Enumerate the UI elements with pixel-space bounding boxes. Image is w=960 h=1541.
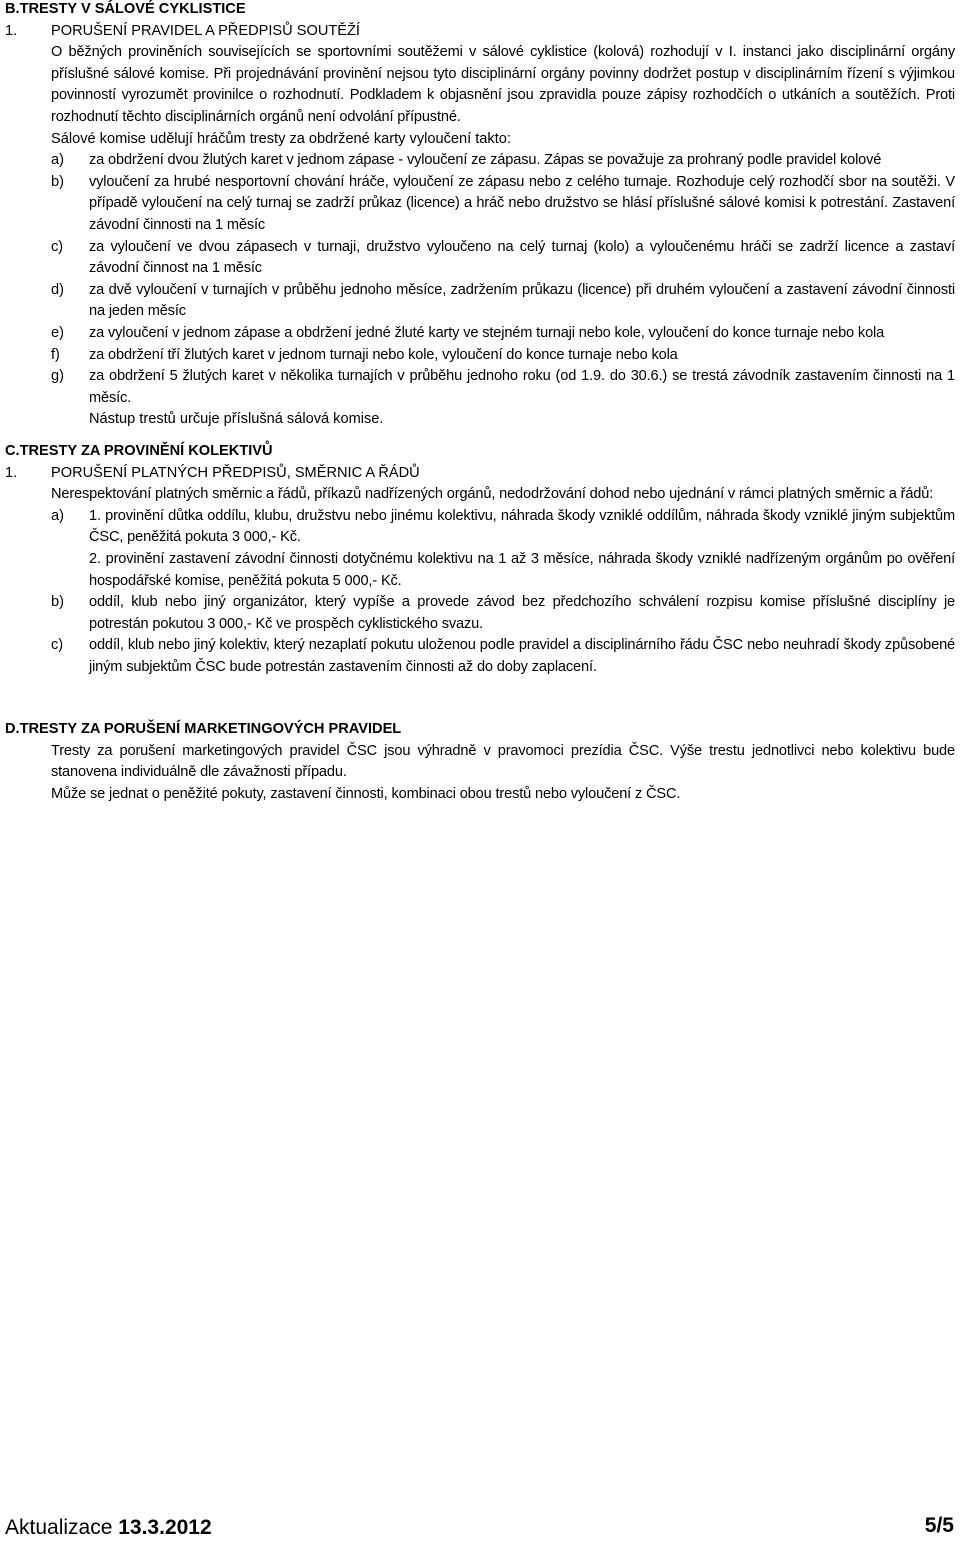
list-item [5, 150, 955, 172]
list-item [5, 280, 955, 323]
subheading-title: PORUŠENÍ PRAVIDEL A PŘEDPISŮ SOUTĚŽÍ [51, 22, 360, 39]
list-marker: a) [51, 152, 64, 169]
section-d-paragraph-1: Tresty za porušení marketingových pravidel ČSC jsou výhradně v pravomoci prezídia ČSC. Výše trestu jednotlivci nebo kolektivu bude stanovena individuálně dle závažnosti případu. [51, 742, 955, 781]
list-item [5, 366, 955, 409]
list-marker: a) [51, 507, 64, 524]
list-text: za vyloučení v jednom zápase a obdržení jedné žluté karty ve stejném turnaji nebo kole, vyloučení do konce turnaje nebo kola [89, 324, 885, 341]
list-subitem-text: 2. provinění zastavení závodní činnosti dotyčnému kolektivu na 1 až 3 měsíce, náhrada škody vzniklé nadřízeným orgánům po ověření hospodářské komise, peněžitá pokuta 5 000,- Kč. [89, 550, 955, 589]
subheading-number: 1. [5, 22, 18, 39]
list-text: oddíl, klub nebo jiný organizátor, který vypíše a provede závod bez předchozího schválení rozpisu komise příslušné disciplíny je potrestán pokutou 3 000,- Kč ve prospěch cyklistického svazu. [89, 594, 955, 632]
list-item [5, 345, 955, 367]
footer-page-number: 5/5 [924, 1514, 954, 1537]
section-d [5, 719, 955, 805]
list-text: za obdržení tří žlutých karet v jednom turnaji nebo kole, vyloučení do konce turnaje nebo kola [89, 346, 678, 363]
list-item [5, 635, 955, 678]
list-item [5, 506, 955, 549]
list-item [5, 323, 955, 345]
list-text: oddíl, klub nebo jiný kolektiv, který nezaplatí pokutu uloženou podle pravidel a disciplinárního řádu ČSC nebo neuhradí škody způsobené jiným subjektům ČSC bude potrestán zastavením činnosti až do doby zaplacení. [89, 637, 955, 675]
list-marker: c) [51, 238, 64, 255]
list-marker: b) [51, 173, 64, 190]
list-text: za obdržení dvou žlutých karet v jednom zápase - vyloučení ze zápasu. Zápas se považuje za prohraný podle pravidel kolové [89, 152, 882, 169]
section-b-intro: O běžných proviněních souvisejících se sportovními soutěžemi v sálové cyklistice (kolová) rozhodují v I. instanci jako disciplinární orgány příslušné sálové komise. Při projednávání provinění nejsou tyto disciplinární orgány povinny dodržet postup v disciplinárním řízení s výjimkou povinností vyrozumět provinilce o rozhodnutí. Podkladem k objasnění jsou zpravidla pouze zápisy rozhodčích o utkáních a soutěžích. Proti rozhodnutí těchto disciplinárních orgánů není odvolání přípustné. [51, 44, 955, 125]
list-marker: d) [51, 281, 64, 298]
section-b-title: B.TRESTY V SÁLOVÉ CYKLISTICE [5, 1, 246, 17]
section-c [5, 441, 955, 679]
section-c-intro: Nerespektování platných směrnic a řádů, příkazů nadřízených orgánů, nedodržování dohod nebo ujednání v rámci platných směrnic a řádů: [51, 486, 934, 503]
section-c-title: C.TRESTY ZA PROVINĚNÍ KOLEKTIVŮ [5, 443, 273, 459]
section-b-lead: Sálové komise udělují hráčům tresty za obdržené karty vyloučení takto: [51, 130, 511, 147]
footer-date: 13.3.2012 [118, 1516, 212, 1539]
list-marker: e) [51, 324, 64, 341]
list-marker: c) [51, 637, 64, 654]
subheading-title: PORUŠENÍ PLATNÝCH PŘEDPISŮ, SMĚRNIC A ŘÁDŮ [51, 464, 420, 481]
list-text: za dvě vyloučení v turnajích v průběhu jednoho měsíce, zadržením průkazu (licence) při druhém vyloučení a zastavení závodní činnosti na jeden měsíc [89, 281, 955, 320]
section-d-paragraph-2: Může se jednat o peněžité pokuty, zastavení činnosti, kombinaci obou trestů nebo vyloučení z ČSC. [51, 785, 681, 802]
list-text: 1. provinění důtka oddílu, klubu, družstvu nebo jinému kolektivu, náhrada škody vzniklé oddílům, náhrada škody vzniklé jiným subjektům ČSC, peněžitá pokuta 3 000,- Kč. [89, 507, 955, 546]
subheading-number: 1. [5, 464, 18, 481]
list-item [5, 592, 955, 635]
list-marker: f) [51, 346, 60, 363]
footer-label: Aktualizace [5, 1516, 113, 1539]
list-marker: b) [51, 594, 64, 611]
list-marker: g) [51, 368, 64, 385]
list-item [5, 237, 955, 280]
list-text: vyloučení za hrubé nesportovní chování hráče, vyloučení ze zápasu nebo z celého turnaje. Rozhoduje celý rozhodčí sbor na soutěži. V případě vyloučení na celý turnaj se zadrží průkaz (licence) a hráč nebo družstvo se hlásí příslušné sálové komisi k potrestání. Zastavení závodní činnosti na 1 měsíc [89, 173, 955, 233]
section-b-closing: Nástup trestů určuje příslušná sálová komise. [89, 411, 384, 428]
list-text: za vyloučení ve dvou zápasech v turnaji, družstvo vyloučeno na celý turnaj (kolo) a vyloučenému hráči se zadrží licence a zastaví závodní činnost na 1 měsíc [89, 238, 955, 277]
section-d-title: D.TRESTY ZA PORUŠENÍ MARKETINGOVÝCH PRAVIDEL [5, 721, 402, 737]
list-item [5, 172, 955, 237]
section-c-subheading [5, 463, 955, 485]
section-b-subheading [5, 21, 955, 43]
section-b [5, 0, 955, 431]
list-text: za obdržení 5 žlutých karet v několika turnajích v průběhu jednoho roku (od 1.9. do 30.6.) se trestá závodník zastavením činnosti na 1 měsíc. [89, 368, 955, 406]
footer-update-info [5, 1517, 212, 1539]
